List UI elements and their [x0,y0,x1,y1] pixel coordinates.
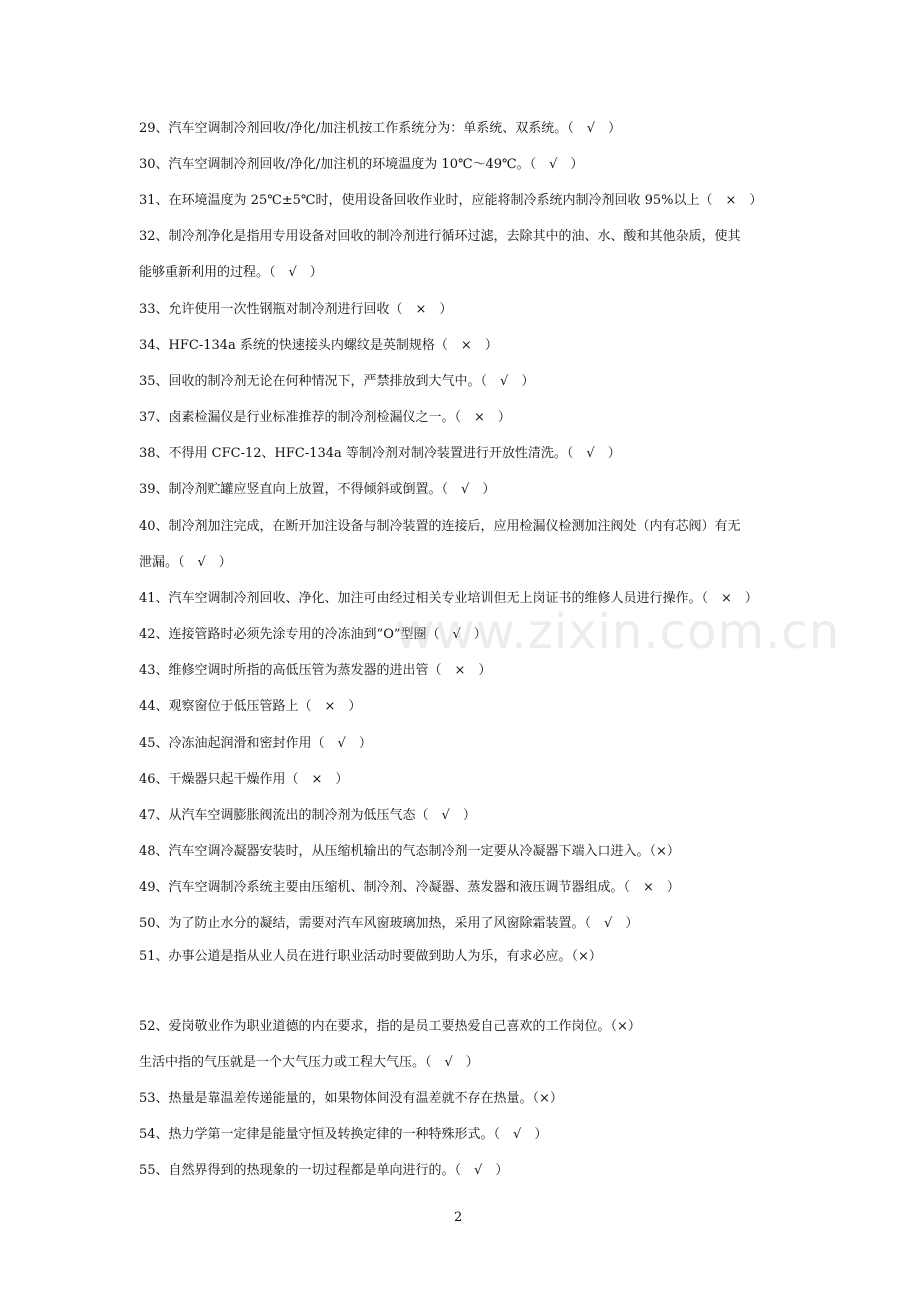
question-item-40: 40、制冷剂加注完成，在断开加注设备与制冷装置的连接后，应用检漏仪检测加注阀处（内有芯阀）有无 [139,519,741,534]
question-item-54: 54、热力学第一定律是能量守恒及转换定律的一种特殊形式。（ √ ） [139,1127,548,1142]
question-item-32: 32、制冷剂净化是指用专用设备对回收的制冷剂进行循环过滤，去除其中的油、水、酸和其他杂质，使其 [139,229,741,244]
question-item-45: 45、冷冻油起润滑和密封作用（ √ ） [139,736,372,751]
question-item-33: 33、允许使用一次性钢瓶对制冷剂进行回收（ × ） [139,302,453,317]
question-item-39: 39、制冷剂贮罐应竖直向上放置，不得倾斜或倒置。（ √ ） [139,482,496,497]
question-item-50: 50、为了防止水分的凝结，需要对汽车风窗玻璃加热，采用了风窗除霜装置。（ √ ） [139,916,639,931]
question-item-38: 38、不得用 CFC-12、HFC-134a 等制冷剂对制冷装置进行开放性清洗。（ √ ） [139,446,621,461]
question-item-53: 53、热量是靠温差传递能量的，如果物体间没有温差就不存在热量。（×） [139,1091,563,1106]
question-item-unnumbered: 生活中指的气压就是一个大气压力或工程大气压。（ √ ） [139,1055,479,1070]
question-item-55: 55、自然界得到的热现象的一切过程都是单向进行的。（ √ ） [139,1163,509,1178]
question-item-34: 34、HFC-134a 系统的快速接头内螺纹是英制规格（ × ） [139,338,498,353]
question-item-41: 41、汽车空调制冷剂回收、净化、加注可由经过相关专业培训但无上岗证书的维修人员进行操作。（ × ） [139,591,758,606]
question-item-46: 46、干燥器只起干燥作用（ × ） [139,772,349,787]
question-item-43: 43、维修空调时所指的高低压管为蒸发器的进出管（ × ） [139,663,492,678]
question-item-29: 29、汽车空调制冷剂回收/净化/加注机按工作系统分为：单系统、双系统。（ √ ） [139,121,622,136]
question-item-35: 35、回收的制冷剂无论在何种情况下，严禁排放到大气中。（ √ ） [139,374,535,389]
question-item-31: 31、在环境温度为 25℃±5℃时，使用设备回收作业时，应能将制冷系统内制冷剂回收 95%以上（ × ） [139,193,763,208]
question-item-48: 48、汽车空调冷凝器安装时，从压缩机输出的气态制冷剂一定要从冷凝器下端入口进入。（×） [139,844,680,859]
question-item-51: 51、办事公道是指从业人员在进行职业活动时要做到助人为乐，有求必应。（×） [139,949,602,964]
question-item-49: 49、汽车空调制冷系统主要由压缩机、制冷剂、冷凝器、蒸发器和液压调节器组成。（ × ） [139,880,680,895]
question-item-47: 47、从汽车空调膨胀阀流出的制冷剂为低压气态（ √ ） [139,808,476,823]
question-item-40-continued: 泄漏。（ √ ） [139,555,232,570]
watermark: www.zixin.com.cn [395,604,841,660]
question-item-37: 37、卤素检漏仪是行业标准推荐的制冷剂检漏仪之一。（ × ） [139,410,511,425]
question-item-30: 30、汽车空调制冷剂回收/净化/加注机的环境温度为 10℃～49℃。（ √ ） [139,157,584,172]
question-item-42: 42、连接管路时必须先涂专用的冷冻油到“O”型圈（ √ ） [139,627,487,642]
question-item-44: 44、观察窗位于低压管路上（ × ） [139,699,362,714]
question-item-32-continued: 能够重新利用的过程。（ √ ） [139,265,323,280]
page-number: 2 [454,1210,463,1225]
question-item-52: 52、爱岗敬业作为职业道德的内在要求，指的是员工要热爱自己喜欢的工作岗位。（×） [139,1019,641,1034]
